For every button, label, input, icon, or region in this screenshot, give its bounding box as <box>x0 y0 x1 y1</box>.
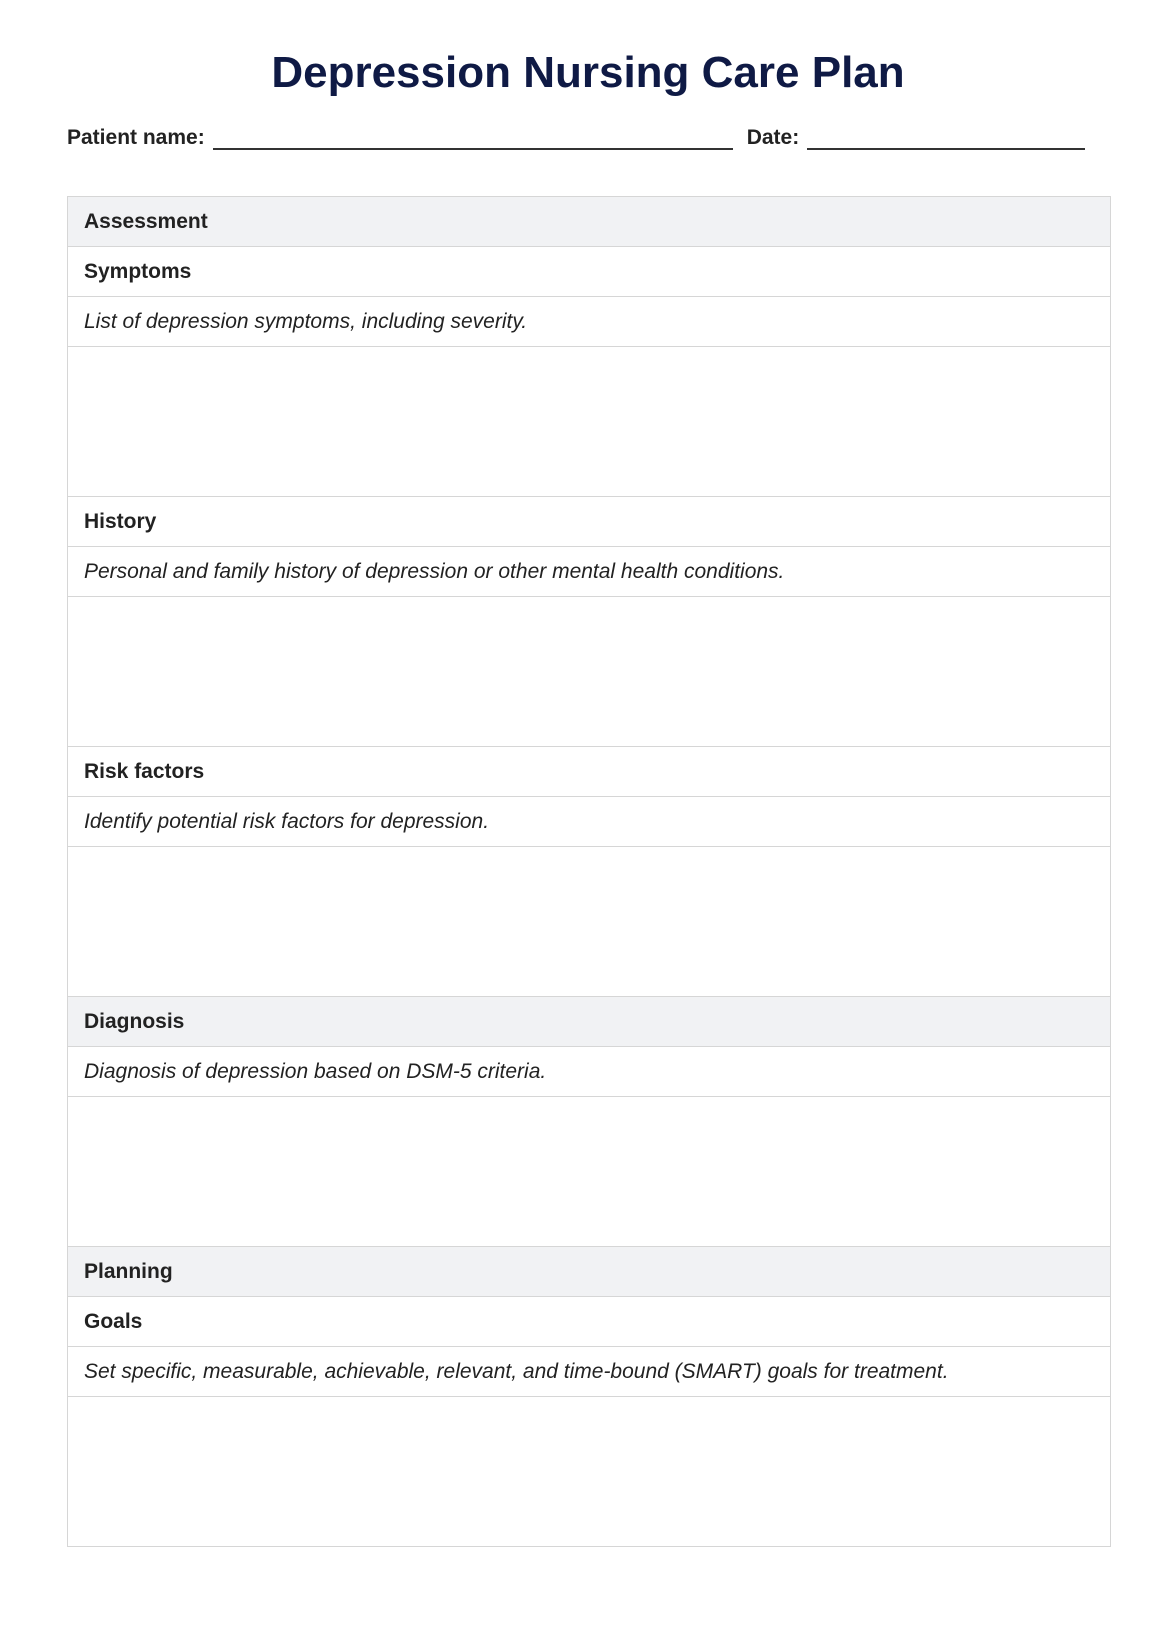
symptoms-description: List of depression symptoms, including severity. <box>68 297 1110 347</box>
section-header-planning: Planning <box>68 1247 1110 1297</box>
subheading-history: History <box>68 497 1110 547</box>
diagnosis-description: Diagnosis of depression based on DSM-5 criteria. <box>68 1047 1110 1097</box>
symptoms-input-area[interactable] <box>68 347 1110 497</box>
risk-factors-description: Identify potential risk factors for depression. <box>68 797 1110 847</box>
patient-name-field[interactable] <box>213 126 733 150</box>
date-label: Date: <box>746 126 800 149</box>
subheading-risk-factors: Risk factors <box>68 747 1110 797</box>
risk-factors-input-area[interactable] <box>68 847 1110 997</box>
goals-description: Set specific, measurable, achievable, relevant, and time-bound (SMART) goals for treatment. <box>68 1347 1110 1397</box>
diagnosis-input-area[interactable] <box>68 1097 1110 1247</box>
history-description: Personal and family history of depression or other mental health conditions. <box>68 547 1110 597</box>
page-title: Depression Nursing Care Plan <box>271 48 905 97</box>
patient-info <box>67 126 1085 150</box>
subheading-symptoms: Symptoms <box>68 247 1110 297</box>
history-input-area[interactable] <box>68 597 1110 747</box>
care-plan-table <box>67 196 1111 1547</box>
section-header-assessment: Assessment <box>68 197 1110 247</box>
goals-input-area[interactable] <box>68 1397 1110 1546</box>
patient-name-label: Patient name: <box>67 126 205 149</box>
subheading-goals: Goals <box>68 1297 1110 1347</box>
section-header-diagnosis: Diagnosis <box>68 997 1110 1047</box>
date-field[interactable] <box>807 126 1085 150</box>
